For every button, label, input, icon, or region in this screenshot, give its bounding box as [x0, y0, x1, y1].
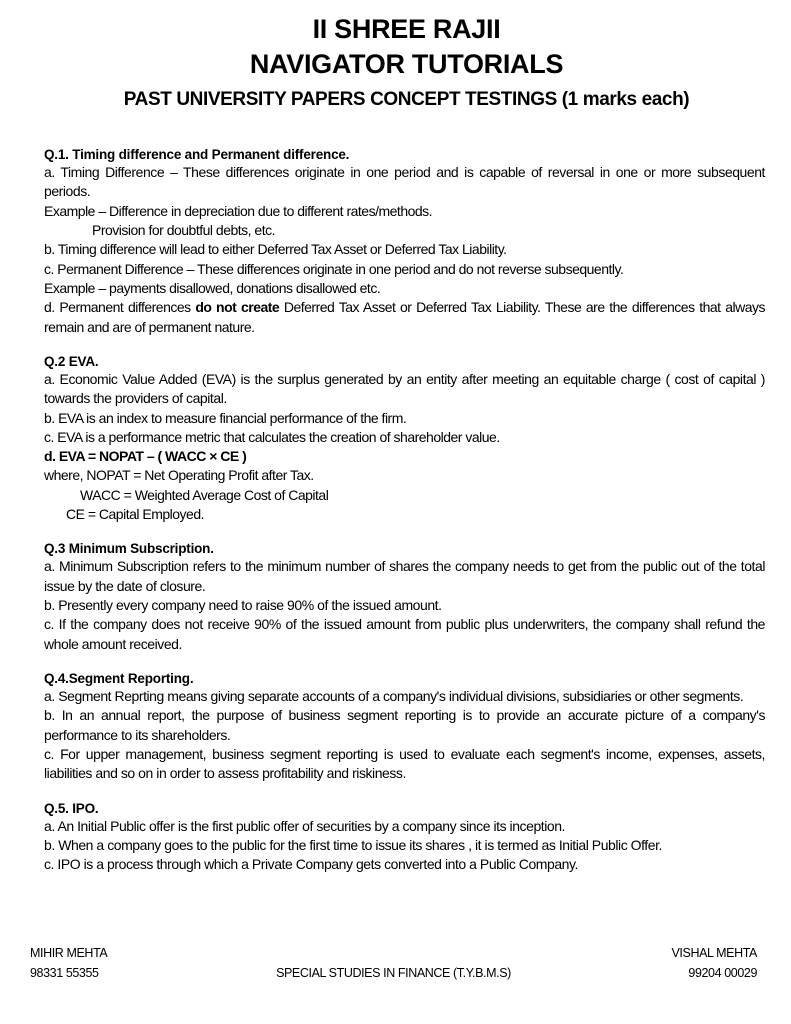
question-3-line-a: a. Minimum Subscription refers to the minimum number of shares the company needs to get from the public out of the total issue by the date of closure. [44, 558, 765, 594]
question-title-1: Q.1. Timing difference and Permanent difference. [44, 147, 350, 163]
question-block-3 [44, 541, 765, 654]
question-5-line-c: c. IPO is a process through which a Private Company gets converted into a Public Company. [44, 856, 578, 873]
question-block-4 [44, 671, 765, 784]
footer-right-name: VISHAL MEHTA [671, 946, 757, 960]
footer-left-phone: 98331 55355 [30, 966, 99, 980]
footer-right-phone: 99204 00029 [688, 966, 757, 980]
question-1-line-b: b. Timing difference will lead to either Deferred Tax Asset or Deferred Tax Liability. [44, 241, 507, 258]
question-1-line-a: a. Timing Difference – These differences originate in one period and is capable of reversal in one or more subsequent periods. [44, 164, 765, 200]
footer-left-name: MIHIR MEHTA [30, 946, 108, 960]
footer-center-text: SPECIAL STUDIES IN FINANCE (T.Y.B.M.S) [276, 966, 511, 980]
header-line-1: II SHREE RAJII [312, 14, 501, 44]
question-block-2 [44, 354, 765, 525]
footer-names-row [30, 946, 757, 960]
question-block-1 [44, 147, 765, 337]
question-4-line-b: b. In an annual report, the purpose of business segment reporting is to provide an accurate picture of a company's performance to its shareholders. [44, 707, 765, 743]
question-1-line-d-suffix: Deferred Tax Asset or Deferred Tax Liability. These are the differences that always remain and are of permanent nature. [44, 299, 765, 335]
question-1-line-d [44, 298, 765, 337]
question-2-line-b: b. EVA is an index to measure financial performance of the firm. [44, 409, 407, 426]
footer-contacts-row [30, 966, 757, 980]
question-1-line-c: c. Permanent Difference – These differences originate in one period and do not reverse subsequently. [44, 260, 624, 277]
header-line-2: NAVIGATOR TUTORIALS [249, 49, 564, 80]
question-4-line-c: c. For upper management, business segment reporting is used to evaluate each segment's income, expenses, assets, liabilities and so on in order to assess profitability and riskiness. [44, 745, 765, 782]
question-2-line-nopat: where, NOPAT = Net Operating Profit after Tax. [44, 467, 314, 484]
question-3-line-b: b. Presently every company need to raise 90% of the issued amount. [44, 597, 442, 614]
question-2-line-wacc: WACC = Weighted Average Cost of Capital [80, 486, 329, 503]
document-footer [0, 946, 791, 980]
question-2-line-a: a. Economic Value Added (EVA) is the surplus generated by an entity after meeting an equitable charge ( cost of capital ) towards the providers of capital. [44, 370, 765, 407]
document-header [44, 14, 769, 111]
question-2-line-ce: CE = Capital Employed. [66, 506, 205, 523]
document-body [44, 147, 769, 874]
header-line-3: PAST UNIVERSITY PAPERS CONCEPT TESTINGS (1 marks each) [123, 89, 690, 111]
question-2-line-c: c. EVA is a performance metric that calculates the creation of shareholder value. [44, 428, 500, 445]
question-1-line-example-2: Example – payments disallowed, donations disallowed etc. [44, 279, 381, 296]
question-4-line-a: a. Segment Reprting means giving separate accounts of a company's individual divisions, subsidiaries or other segments. [44, 687, 744, 704]
question-5-line-b: b. When a company goes to the public for the first time to issue its shares , it is termed as Initial Public Offer. [44, 836, 662, 853]
question-1-line-d-prefix: d. Permanent differences [44, 299, 196, 316]
question-block-5 [44, 801, 765, 875]
question-title-2: Q.2 EVA. [44, 353, 99, 369]
question-3-line-c: c. If the company does not receive 90% of the issued amount from public plus underwriters, the company shall refund the whole amount received. [44, 616, 765, 652]
question-title-4: Q.4.Segment Reporting. [44, 670, 194, 686]
question-title-3: Q.3 Minimum Subscription. [44, 541, 214, 557]
question-2-line-d-formula: d. EVA = NOPAT – ( WACC × CE ) [44, 448, 247, 465]
question-1-line-example-1: Example – Difference in depreciation due to different rates/methods. [44, 202, 433, 219]
question-1-line-provision: Provision for doubtful debts, etc. [92, 222, 275, 239]
question-5-line-a: a. An Initial Public offer is the first public offer of securities by a company since its inception. [44, 817, 565, 834]
question-1-line-d-emphasis: do not create [195, 299, 280, 316]
question-title-5: Q.5. IPO. [44, 800, 99, 816]
